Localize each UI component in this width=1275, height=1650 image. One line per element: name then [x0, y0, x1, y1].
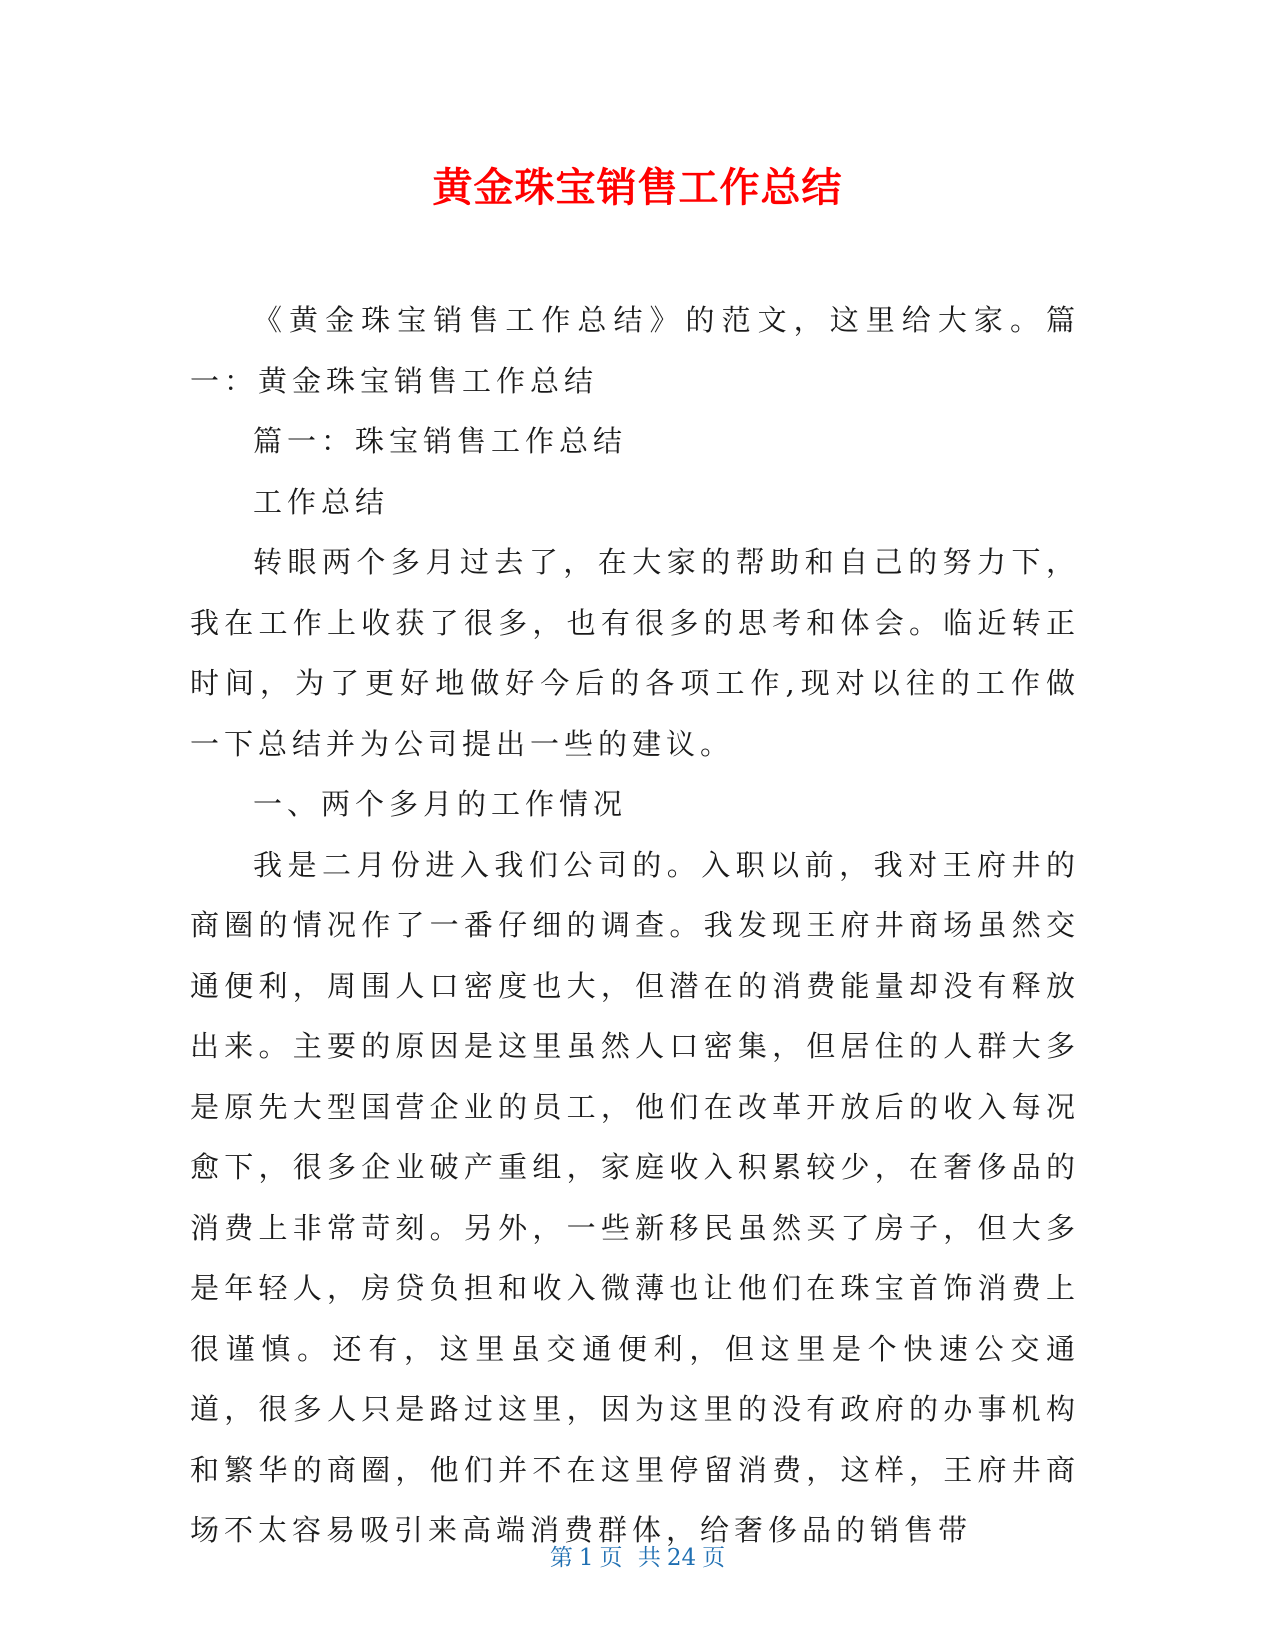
page-total-number: 24	[666, 1545, 697, 1571]
paragraph-section-heading: 篇一：珠宝销售工作总结	[253, 424, 628, 458]
document-body	[190, 290, 1080, 1561]
document-title: 黄金珠宝销售工作总结	[432, 165, 843, 211]
page-label-suffix: 页	[702, 1545, 726, 1571]
paragraph-opening: 转眼两个多月过去了，在大家的帮助和自己的努力下，我在工作上收获了很多，也有很多的思考和体会。临近转正时间，为了更好地做好今后的各项工作,现对以往的工作做一下总结并为公司提出一些的建议。	[190, 545, 1080, 761]
paragraph-intro: 《黄金珠宝销售工作总结》的范文，这里给大家。篇一：黄金珠宝销售工作总结	[190, 303, 1080, 398]
page-current-number: 1	[578, 1545, 594, 1571]
page-footer	[0, 1542, 1275, 1574]
page-label-prefix: 第	[549, 1545, 573, 1571]
paragraph-subheading: 工作总结	[253, 484, 390, 519]
paragraph-part-one-heading: 一、两个多月的工作情况	[253, 787, 628, 821]
page-label-mid: 页 共	[599, 1545, 661, 1571]
paragraph-market-analysis: 我是二月份进入我们公司的。入职以前，我对王府井的商圈的情况作了一番仔细的调查。我发现王府井商场虽然交通便利，周围人口密度也大，但潜在的消费能量却没有释放出来。主要的原因是这里虽然人口密集，但居住的人群大多是原先大型国营企业的员工，他们在改革开放后的收入每况愈下，很多企业破产重组，家庭收入积累较少，在奢侈品的消费上非常苛刻。另外，一些新移民虽然买了房子，但大多是年轻人，房贷负担和收入微薄也让他们在珠宝首饰消费上很谨慎。还有，这里虽交通便利，但这里是个快速公交通道，很多人只是路过这里，因为这里的没有政府的办事机构和繁华的商圈，他们并不在这里停留消费，这样，王府井商场不太容易吸引来高端消费群体，给奢侈品的销售带	[190, 847, 1080, 1547]
